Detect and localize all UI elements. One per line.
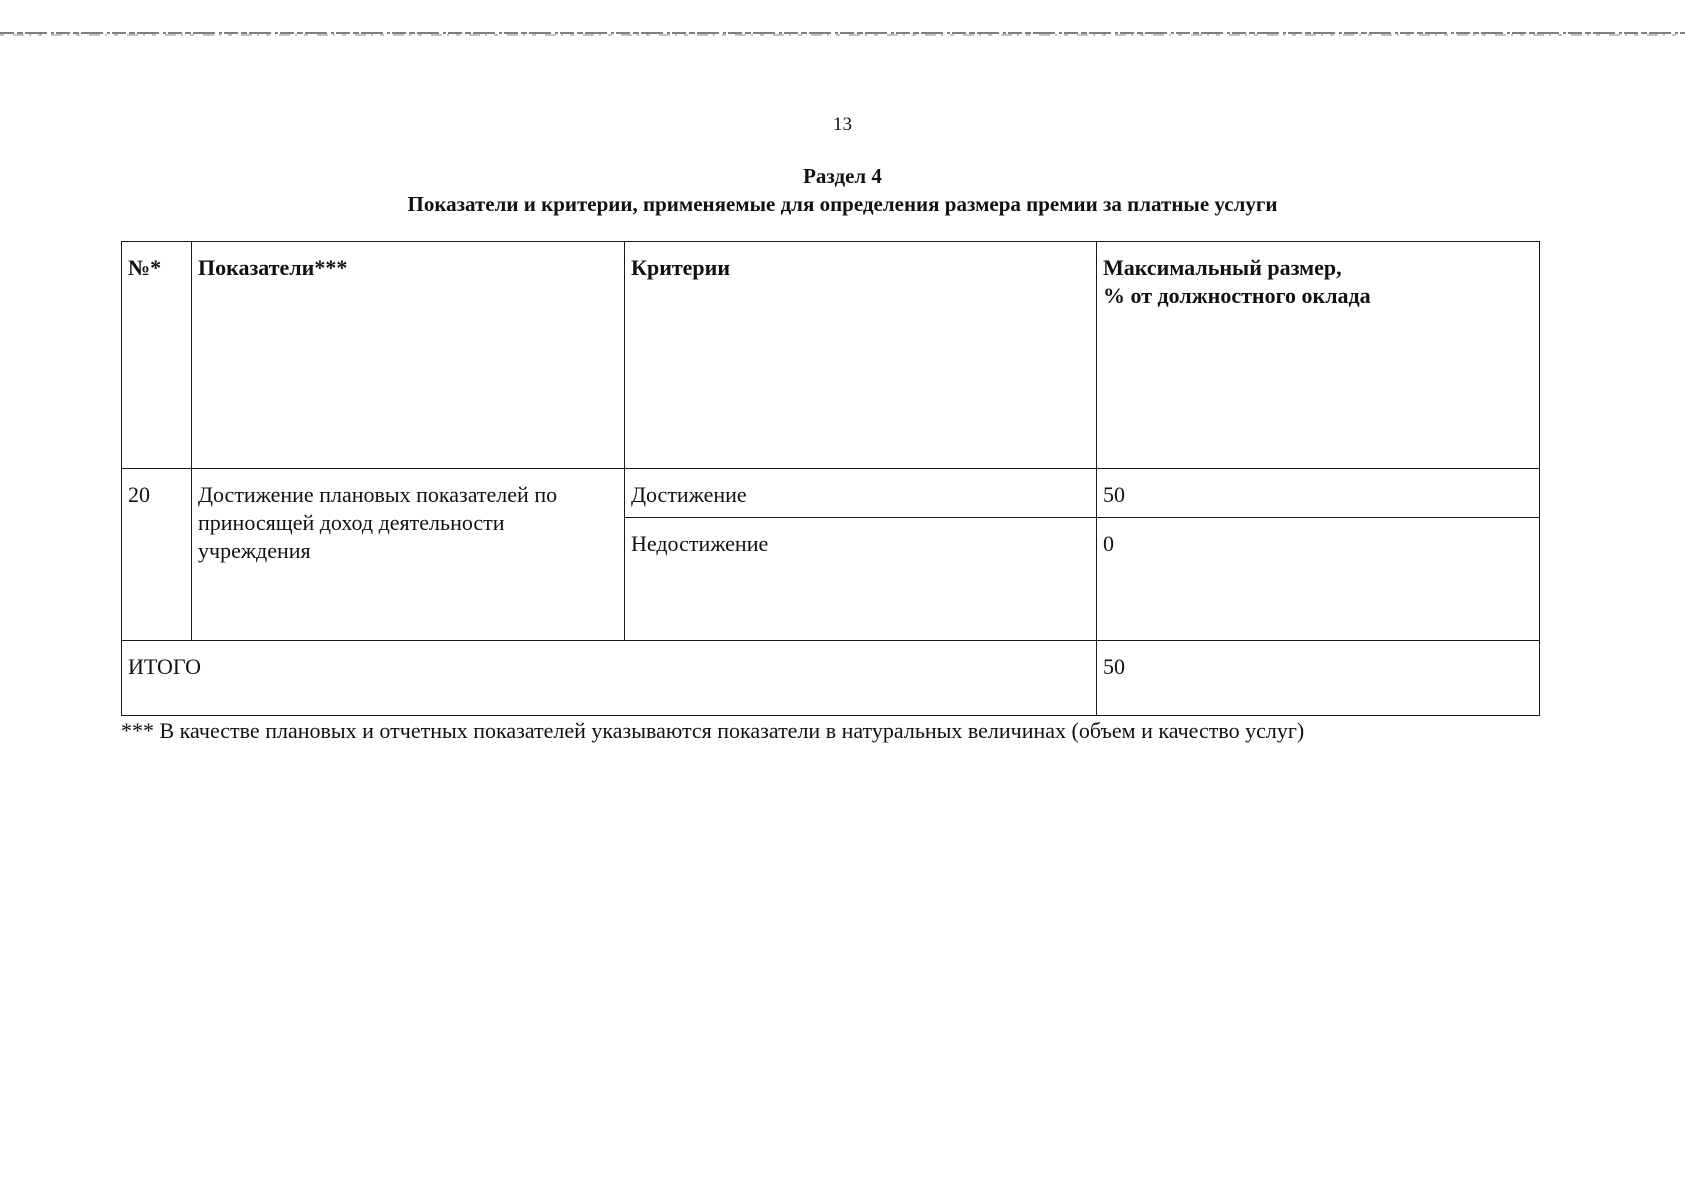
table-row <box>122 469 1540 518</box>
header-number: №* <box>122 242 192 469</box>
criterion-value: 50 <box>1097 469 1540 518</box>
header-max-size-line2: % от должностного оклада <box>1103 283 1371 308</box>
section-label: Раздел 4 <box>803 164 882 188</box>
total-label: ИТОГО <box>122 641 1097 716</box>
section-title: Показатели и критерии, применяемые для определения размера премии за платные услуги <box>407 192 1278 216</box>
scan-edge-noise <box>0 30 1685 38</box>
header-criteria: Критерии <box>625 242 1097 469</box>
row-indicator: Достижение плановых показателей по приносящей доход деятельности учреждения <box>192 469 625 641</box>
section-heading <box>0 162 1685 218</box>
header-max-size <box>1097 242 1540 469</box>
criterion-label: Недостижение <box>625 518 1097 641</box>
page-number: 13 <box>833 114 852 135</box>
indicators-table <box>121 241 1540 716</box>
footnote: *** В качестве плановых и отчетных показателей указываются показатели в натуральных величинах (объем и качество услуг) <box>121 718 1305 743</box>
total-value: 50 <box>1097 641 1540 716</box>
row-number: 20 <box>122 469 192 641</box>
criterion-value: 0 <box>1097 518 1540 641</box>
total-row <box>122 641 1540 716</box>
header-indicators: Показатели*** <box>192 242 625 469</box>
criterion-label: Достижение <box>625 469 1097 518</box>
header-max-size-line1: Максимальный размер, <box>1103 255 1342 280</box>
table-header-row <box>122 242 1540 469</box>
